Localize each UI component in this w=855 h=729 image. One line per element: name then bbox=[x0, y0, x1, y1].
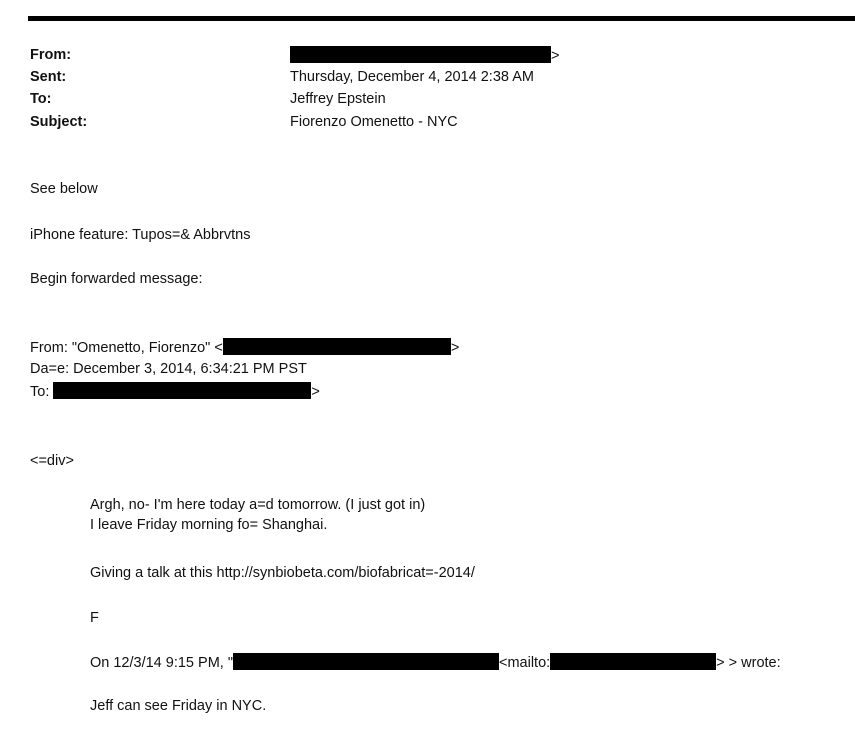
redaction-box bbox=[290, 46, 551, 63]
quote-suffix: > > wrote: bbox=[716, 655, 781, 671]
fwd-date-line: Da=e: December 3, 2014, 6:34:21 PM PST bbox=[30, 361, 307, 377]
body-line-iphone: iPhone feature: Tupos=& Abbrvtns bbox=[30, 227, 251, 243]
quote-mailto: <mailto: bbox=[498, 655, 551, 671]
fwd-from-line bbox=[30, 338, 459, 357]
subject-label: Subject: bbox=[30, 114, 88, 130]
from-suffix: > bbox=[551, 48, 560, 64]
fwd-to-line bbox=[30, 382, 320, 401]
fwd-to-suffix: > bbox=[311, 384, 320, 400]
message-line-5: Jeff can see Friday in NYC. bbox=[90, 698, 267, 714]
subject-value: Fiorenzo Omenetto - NYC bbox=[290, 114, 458, 130]
top-rule bbox=[28, 16, 855, 21]
from-value bbox=[290, 46, 559, 65]
message-line-1: Argh, no- I'm here today a=d tomorrow. (I just got in) bbox=[90, 497, 426, 513]
body-line-forwarded: Begin forwarded message: bbox=[30, 271, 203, 287]
message-line-2: I leave Friday morning fo= Shanghai. bbox=[90, 517, 328, 533]
quote-prefix: On 12/3/14 9:15 PM, " bbox=[90, 655, 233, 671]
fwd-from-suffix: > bbox=[450, 340, 460, 356]
redaction-box bbox=[53, 382, 311, 399]
sent-label: Sent: bbox=[30, 69, 67, 85]
redaction-box bbox=[233, 653, 499, 670]
message-line-3: Giving a talk at this http://synbiobeta.com/biofabricat=-2014/ bbox=[90, 565, 475, 581]
body-line-see-below: See below bbox=[30, 181, 98, 197]
to-value: Jeffrey Epstein bbox=[290, 91, 386, 107]
redaction-box bbox=[550, 653, 716, 670]
message-line-4: F bbox=[90, 610, 99, 626]
redaction-box bbox=[223, 338, 451, 355]
div-tag-line: <=div> bbox=[30, 453, 74, 469]
sent-value: Thursday, December 4, 2014 2:38 AM bbox=[290, 69, 534, 85]
fwd-to-prefix: To: bbox=[30, 384, 50, 400]
from-label: From: bbox=[30, 47, 72, 63]
quote-line bbox=[90, 653, 781, 672]
to-label: To: bbox=[30, 91, 52, 107]
fwd-from-prefix: From: "Omenetto, Fiorenzo" < bbox=[30, 340, 223, 356]
